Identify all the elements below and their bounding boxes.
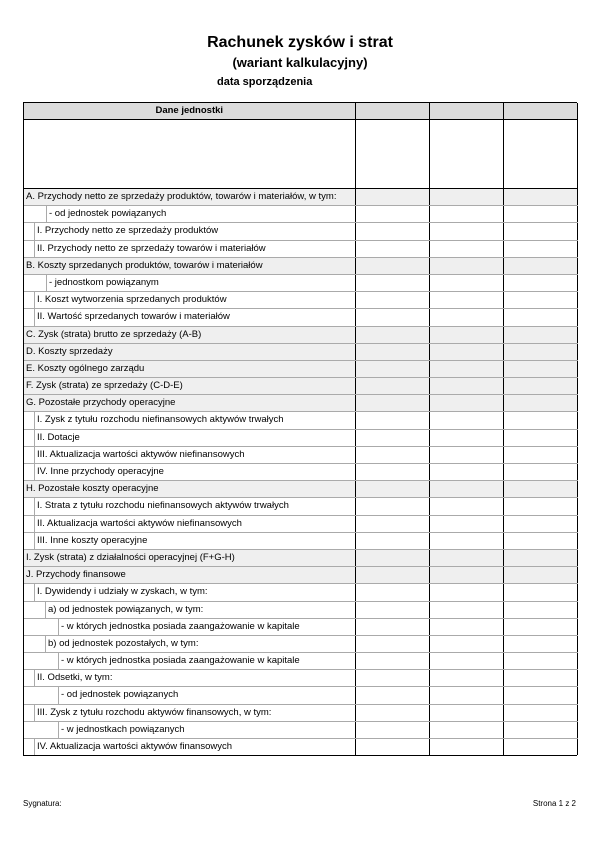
value-cell[interactable] [355, 395, 429, 412]
value-cell[interactable] [503, 567, 577, 584]
value-cell[interactable] [503, 515, 577, 532]
value-cell[interactable] [429, 687, 503, 704]
table-row [24, 429, 577, 446]
value-cell[interactable] [503, 429, 577, 446]
row-label-text: I. Koszt wytworzenia sprzedanych produktów [34, 292, 227, 308]
value-cell[interactable] [429, 309, 503, 326]
value-cell[interactable] [355, 618, 429, 635]
value-cell[interactable] [503, 721, 577, 738]
table-row [24, 326, 577, 343]
signature-label: Sygnatura: [23, 799, 62, 808]
row-label-text: - jednostkom powiązanym [46, 275, 159, 291]
table-row [24, 360, 577, 377]
value-cell[interactable] [429, 429, 503, 446]
value-cell[interactable] [503, 653, 577, 670]
value-cell[interactable] [429, 240, 503, 257]
row-label [24, 601, 355, 618]
value-cell[interactable] [503, 601, 577, 618]
row-label-text: IV. Inne przychody operacyjne [34, 464, 164, 480]
value-cell[interactable] [503, 481, 577, 498]
row-label [24, 618, 355, 635]
row-label [24, 429, 355, 446]
table-row [24, 464, 577, 481]
row-label-text: F. Zysk (strata) ze sprzedaży (C-D-E) [26, 380, 183, 392]
value-cell[interactable] [355, 309, 429, 326]
value-cell[interactable] [503, 223, 577, 240]
table-row [24, 584, 577, 601]
value-cell[interactable] [503, 704, 577, 721]
table-row [24, 721, 577, 738]
value-cell[interactable] [503, 464, 577, 481]
value-cell[interactable] [429, 515, 503, 532]
row-label [24, 670, 355, 687]
row-label [24, 704, 355, 721]
table-row [24, 567, 577, 584]
value-cell[interactable] [355, 721, 429, 738]
value-cell[interactable] [429, 446, 503, 463]
value-cell[interactable] [355, 412, 429, 429]
table-row [24, 309, 577, 326]
row-label-text: I. Dywidendy i udziały w zyskach, w tym: [34, 584, 208, 600]
row-label-text: B. Koszty sprzedanych produktów, towarów i materiałów [26, 259, 263, 271]
row-label-text: D. Koszty sprzedaży [26, 345, 113, 357]
value-cell[interactable] [429, 412, 503, 429]
value-cell[interactable] [355, 653, 429, 670]
row-label [24, 257, 355, 274]
table-row [24, 481, 577, 498]
row-label [24, 567, 355, 584]
value-cell[interactable] [355, 343, 429, 360]
table-row [24, 532, 577, 549]
table-row [24, 670, 577, 687]
value-cell[interactable] [503, 618, 577, 635]
row-label [24, 378, 355, 395]
row-label [24, 721, 355, 738]
value-cell[interactable] [355, 549, 429, 566]
value-cell[interactable] [503, 498, 577, 515]
value-cell[interactable] [429, 653, 503, 670]
row-label-text: - od jednostek powiązanych [46, 206, 166, 222]
value-cell[interactable] [355, 584, 429, 601]
row-label-text: H. Pozostałe koszty operacyjne [26, 483, 159, 495]
value-cell[interactable] [503, 206, 577, 223]
table-row [24, 515, 577, 532]
value-cell[interactable] [503, 395, 577, 412]
value-cell[interactable] [355, 274, 429, 291]
table-row [24, 189, 577, 206]
value-cell[interactable] [503, 360, 577, 377]
value-cell[interactable] [355, 326, 429, 343]
value-cell[interactable] [355, 446, 429, 463]
value-cell[interactable] [429, 464, 503, 481]
row-label-text: - od jednostek powiązanych [58, 687, 178, 703]
page-number: Strona 1 z 2 [532, 799, 576, 808]
unit-data-cell [355, 120, 429, 189]
value-cell[interactable] [355, 704, 429, 721]
value-cell[interactable] [355, 739, 429, 756]
value-cell[interactable] [355, 498, 429, 515]
table-row [24, 549, 577, 566]
row-label-text: IV. Aktualizacja wartości aktywów finansowych [34, 739, 232, 755]
value-cell[interactable] [355, 532, 429, 549]
row-label [24, 481, 355, 498]
table-row [24, 704, 577, 721]
row-label [24, 343, 355, 360]
unit-data-area [24, 120, 577, 189]
value-cell[interactable] [429, 257, 503, 274]
row-label-text: II. Aktualizacja wartości aktywów niefinansowych [34, 516, 242, 532]
value-cell[interactable] [429, 378, 503, 395]
value-cell[interactable] [429, 635, 503, 652]
table-row [24, 240, 577, 257]
row-label-text: - w których jednostka posiada zaangażowanie w kapitale [58, 653, 300, 669]
value-cell[interactable] [429, 498, 503, 515]
row-label [24, 446, 355, 463]
value-cell[interactable] [503, 274, 577, 291]
row-label [24, 206, 355, 223]
table-row [24, 395, 577, 412]
row-label [24, 292, 355, 309]
header-cell [503, 103, 577, 120]
value-cell[interactable] [503, 446, 577, 463]
value-cell[interactable] [503, 584, 577, 601]
value-cell[interactable] [503, 189, 577, 206]
row-label [24, 687, 355, 704]
value-cell[interactable] [429, 326, 503, 343]
table-header-row [24, 103, 577, 120]
value-cell[interactable] [429, 567, 503, 584]
row-label-text: - w jednostkach powiązanych [58, 722, 185, 738]
value-cell[interactable] [355, 378, 429, 395]
row-label-text: I. Zysk z tytułu rozchodu niefinansowych aktywów trwałych [34, 412, 284, 428]
value-cell[interactable] [355, 429, 429, 446]
table-row [24, 739, 577, 756]
row-label [24, 464, 355, 481]
row-label [24, 515, 355, 532]
header-cell [429, 103, 503, 120]
unit-data-header: Dane jednostki [24, 103, 355, 120]
value-cell[interactable] [355, 567, 429, 584]
value-cell[interactable] [429, 721, 503, 738]
table-row [24, 274, 577, 291]
value-cell[interactable] [429, 292, 503, 309]
row-label-text: III. Zysk z tytułu rozchodu aktywów finansowych, w tym: [34, 705, 271, 721]
row-label [24, 309, 355, 326]
unit-data-cell [24, 120, 355, 189]
table-row [24, 206, 577, 223]
row-label [24, 395, 355, 412]
row-label [24, 274, 355, 291]
value-cell[interactable] [429, 532, 503, 549]
value-cell[interactable] [429, 584, 503, 601]
table-row [24, 292, 577, 309]
value-cell[interactable] [355, 223, 429, 240]
row-label-text: II. Przychody netto ze sprzedaży towarów i materiałów [34, 241, 266, 257]
row-label [24, 739, 355, 756]
row-label-text: a) od jednostek powiązanych, w tym: [45, 602, 203, 618]
income-statement-table [23, 102, 577, 756]
row-label-text: E. Koszty ogólnego zarządu [26, 362, 145, 374]
value-cell[interactable] [503, 326, 577, 343]
table-row [24, 601, 577, 618]
row-label [24, 498, 355, 515]
row-label-text: II. Wartość sprzedanych towarów i materiałów [34, 309, 230, 325]
value-cell[interactable] [429, 223, 503, 240]
value-cell[interactable] [355, 240, 429, 257]
value-cell[interactable] [503, 343, 577, 360]
row-label-text: I. Zysk (strata) z działalności operacyjnej (F+G-H) [26, 551, 235, 563]
table-row [24, 343, 577, 360]
value-cell[interactable] [429, 549, 503, 566]
table-row [24, 223, 577, 240]
value-cell[interactable] [429, 206, 503, 223]
table-row [24, 498, 577, 515]
value-cell[interactable] [429, 618, 503, 635]
value-cell[interactable] [429, 274, 503, 291]
value-cell[interactable] [429, 343, 503, 360]
header-cell [355, 103, 429, 120]
row-label-text: II. Odsetki, w tym: [34, 670, 113, 686]
row-label-text: - w których jednostka posiada zaangażowanie w kapitale [58, 619, 300, 635]
value-cell[interactable] [355, 601, 429, 618]
row-label-text: I. Strata z tytułu rozchodu niefinansowych aktywów trwałych [34, 498, 289, 514]
date-label: data sporządzenia [217, 76, 313, 88]
value-cell[interactable] [503, 549, 577, 566]
value-cell[interactable] [503, 378, 577, 395]
value-cell[interactable] [429, 395, 503, 412]
value-cell[interactable] [503, 412, 577, 429]
value-cell[interactable] [429, 360, 503, 377]
value-cell[interactable] [429, 704, 503, 721]
value-cell[interactable] [355, 464, 429, 481]
row-label-text: III. Aktualizacja wartości aktywów niefinansowych [34, 447, 245, 463]
row-label [24, 223, 355, 240]
row-label [24, 326, 355, 343]
row-label [24, 360, 355, 377]
row-label [24, 549, 355, 566]
value-cell[interactable] [503, 635, 577, 652]
row-label-text: A. Przychody netto ze sprzedaży produktów, towarów i materiałów, w tym: [26, 191, 337, 202]
row-label [24, 240, 355, 257]
value-cell[interactable] [429, 189, 503, 206]
table-row [24, 653, 577, 670]
report-subtitle: (wariant kalkulacyjny) [232, 55, 368, 70]
value-cell[interactable] [355, 635, 429, 652]
row-label-text: b) od jednostek pozostałych, w tym: [45, 636, 199, 652]
value-cell[interactable] [503, 687, 577, 704]
value-cell[interactable] [503, 257, 577, 274]
value-cell[interactable] [355, 360, 429, 377]
table-row [24, 257, 577, 274]
value-cell[interactable] [355, 257, 429, 274]
value-cell[interactable] [429, 481, 503, 498]
unit-data-cell [429, 120, 503, 189]
row-label [24, 635, 355, 652]
table-row [24, 618, 577, 635]
value-cell[interactable] [355, 481, 429, 498]
value-cell[interactable] [355, 206, 429, 223]
value-cell[interactable] [503, 309, 577, 326]
table-row [24, 412, 577, 429]
value-cell[interactable] [503, 670, 577, 687]
value-cell[interactable] [503, 532, 577, 549]
row-label-text: II. Dotacje [34, 430, 80, 446]
value-cell[interactable] [355, 670, 429, 687]
value-cell[interactable] [355, 189, 429, 206]
row-label-text: J. Przychody finansowe [26, 569, 126, 581]
table-row [24, 635, 577, 652]
table-row [24, 446, 577, 463]
table-row [24, 378, 577, 395]
unit-data-cell [503, 120, 577, 189]
table-row [24, 687, 577, 704]
value-cell[interactable] [429, 601, 503, 618]
value-cell[interactable] [429, 739, 503, 756]
value-cell[interactable] [503, 739, 577, 756]
value-cell[interactable] [355, 292, 429, 309]
row-label-text: I. Przychody netto ze sprzedaży produktów [34, 223, 218, 239]
row-label [24, 532, 355, 549]
row-label [24, 412, 355, 429]
row-label-text: C. Zysk (strata) brutto ze sprzedaży (A-B) [26, 328, 202, 340]
row-label [24, 584, 355, 601]
value-cell[interactable] [355, 687, 429, 704]
value-cell[interactable] [429, 670, 503, 687]
value-cell[interactable] [355, 515, 429, 532]
value-cell[interactable] [503, 292, 577, 309]
row-label-text: III. Inne koszty operacyjne [34, 533, 147, 549]
row-label [24, 189, 355, 206]
row-label-text: G. Pozostałe przychody operacyjne [26, 397, 176, 409]
row-label [24, 653, 355, 670]
report-title: Rachunek zysków i strat [207, 34, 393, 51]
value-cell[interactable] [503, 240, 577, 257]
